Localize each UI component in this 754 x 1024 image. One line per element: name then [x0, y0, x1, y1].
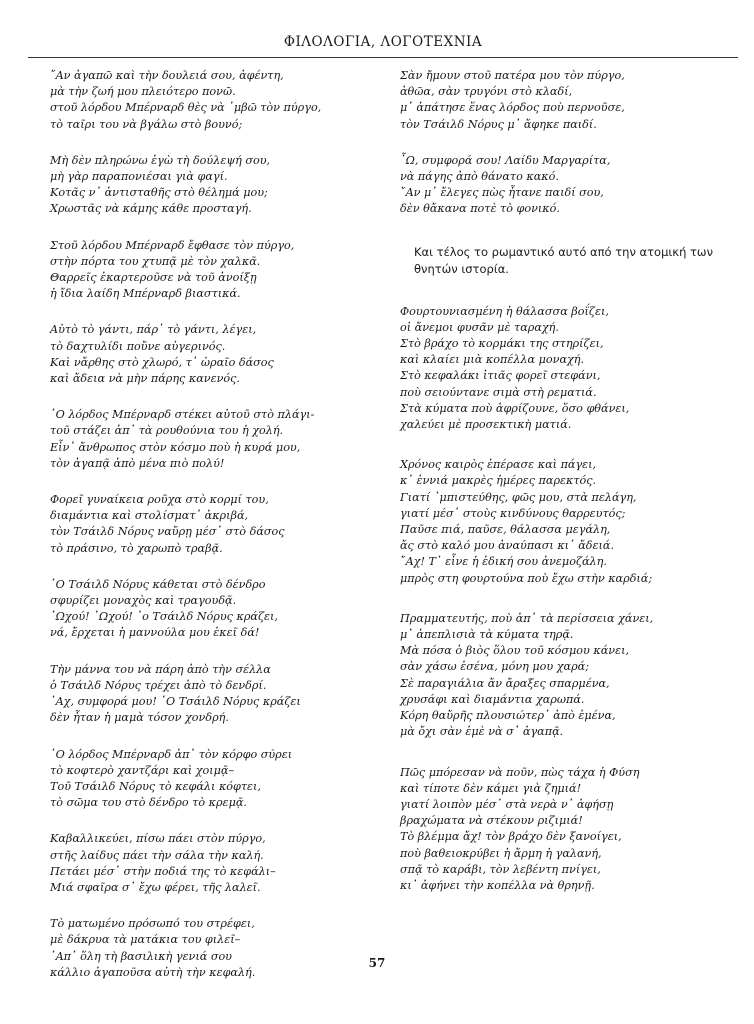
prose-line: θνητών ιστορία. — [414, 261, 509, 276]
header-rule — [28, 57, 738, 58]
verse-line: Κοτᾶς ν᾿ ἀντισταθῆς στὸ θέλημά μου; — [50, 186, 268, 200]
verse-line: στοῦ λόρδου Μπέρναρδ θὲς νὰ ᾿μβῶ τὸν πύργο, — [50, 101, 322, 115]
verse-line: σφυρίζει μοναχὸς καὶ τραγουδᾷ. — [50, 594, 237, 608]
verse-line: μ᾿ ἀπεπλισιὰ τὰ κύματα τηρᾷ. — [400, 628, 574, 642]
verse-line: Μὴ δὲν πληρώνω ἐγὼ τὴ δούλεψή σου, — [50, 153, 271, 167]
poem-stanza — [50, 153, 370, 218]
verse-line: σὰν χάσω ἐσένα, μόνη μου χαρά; — [400, 660, 589, 674]
verse-line: τὸ δαχτυλίδι ποὔνε αὐγερινός. — [50, 339, 226, 353]
left-column — [50, 68, 370, 1001]
poem-stanza — [50, 916, 370, 981]
verse-line: Θαρρεῖς ἐκαρτεροῦσε νὰ τοῦ ἀνοίξῃ — [50, 271, 257, 285]
verse-line: μὰ ὄχι σὰν ἐμὲ νὰ σ᾿ ἀγαπᾷ. — [400, 725, 564, 739]
poem-stanza — [50, 492, 370, 557]
verse-line: Τὸ ματωμένο πρόσωπό του στρέφει, — [50, 917, 255, 931]
prose-line: Και τέλος το ρωμαντικό αυτό από την ατομική των — [414, 244, 713, 259]
verse-line: ῏Ω, συμφορά σου! Λαίδυ Μαργαρίτα, — [400, 153, 611, 167]
verse-line: κάλλιο ἀγαποῦσα αὐτὴ τὴν κεφαλή. — [50, 965, 256, 979]
verse-line: ῎Αν ἀγαπῶ καὶ τὴν δουλειά σου, ἀφέντη, — [50, 69, 284, 82]
verse-line: τὸ πράσινο, τὸ χαρωπὸ τραβᾷ. — [50, 541, 223, 555]
verse-line: Σὰν ἤμουν στοῦ πατέρα μου τὸν πύργο, — [400, 69, 625, 82]
verse-line: Φορεῖ γυναίκεια ροῦχα στὸ κορμί του, — [50, 493, 269, 507]
verse-line: Στοῦ λόρδου Μπέρναρδ ἔφθασε τὸν πύργο, — [50, 238, 295, 252]
verse-line: κ᾿ ἐννιά μακρὲς ἡμέρες παρεκτός. — [400, 474, 597, 488]
poem-stanza — [50, 831, 370, 896]
prose-paragraph — [414, 244, 735, 278]
verse-line: τὸ ταῖρι του νὰ βγάλω στὸ βουνό; — [50, 117, 243, 131]
verse-line: τὸ σῶμα του στὸ δένδρο τὸ κρεμᾷ. — [50, 796, 247, 810]
verse-line: νὰ πάγης ἀπὸ θάνατο κακό. — [400, 170, 559, 184]
verse-line: Παῦσε πιά, παῦσε, θάλασσα μεγάλη, — [400, 523, 611, 537]
verse-line: τὸ κοφτερὸ χαντζάρι καὶ χοιμᾷ– — [50, 763, 235, 777]
verse-line: χρυσάφι καὶ διαμάντια χαρωπά. — [400, 692, 585, 706]
verse-line: ῾Ο λόρδος Μπέρναρδ ἀπ᾿ τὸν κόρφο σύρει — [50, 747, 293, 761]
verse-line: ῎Αχ! Τ᾿ εἶνε ἡ ἐδική σου ἀνεμοζάλη. — [400, 555, 607, 569]
verse-line: τὸν Τσάιλδ Νόρυς μ᾿ ἄφηκε παιδί. — [400, 117, 597, 131]
right-column — [400, 68, 735, 918]
verse-line: καὶ κλαίει μιὰ κοπέλλα μοναχή. — [400, 353, 585, 367]
poem-stanza — [50, 322, 370, 387]
verse-line: ποὺ σειούντανε σιμὰ στὴ ρεματιά. — [400, 385, 597, 399]
verse-line: Αὐτὸ τὸ γάντι, πάρ᾿ τὸ γάντι, λέγει, — [50, 323, 257, 337]
verse-line: Στὰ κύματα ποὺ ἀφρίζουνε, ὅσο φθάνει, — [400, 401, 630, 415]
verse-line: Τοῦ Τσάιλδ Νόρυς τὸ κεφάλι κόφτει, — [50, 779, 261, 793]
verse-line: ἀθῶα, σὰν τρυγόνι στὸ κλαδί, — [400, 85, 573, 99]
verse-line: Χρόνος καιρὸς ἐπέρασε καὶ πάγει, — [400, 458, 597, 472]
running-header: ΦΙΛΟΛΟΓΙΑ, ΛΟΓΟΤΕΧΝΙΑ — [283, 34, 483, 50]
page-number: 57 — [368, 956, 386, 970]
verse-line: ὁ Τσάιλδ Νόρυς τρέχει ἀπὸ τὸ δενδρί. — [50, 678, 267, 692]
verse-line: μ᾿ ἀπάτησε ἕνας λόρδος ποὺ περνοῦσε, — [400, 101, 625, 115]
poem-stanza — [400, 765, 735, 895]
verse-line: γιατί λοιπὸν μέσ᾿ στὰ νερὰ ν᾿ ἀφήσῃ — [400, 797, 614, 811]
verse-line: τοῦ στάζει ἀπ᾿ τὰ ρουθούνια του ἡ χολή. — [50, 424, 284, 438]
poem-stanza — [50, 747, 370, 812]
verse-line: ποὺ βαθειοκρύβει ἡ ἄρμη ἡ γαλανή, — [400, 846, 602, 860]
verse-line: ἄς στὸ καλό μου ἀναύπασι κι᾿ ἄδειά. — [400, 539, 614, 553]
poem-stanza — [50, 407, 370, 472]
poem-stanza — [400, 153, 735, 218]
verse-line: Μιά σφαῖρα σ᾿ ἔχω φέρει, τῆς λαλεῖ. — [50, 880, 261, 894]
verse-line: χαλεύει μὲ προσεκτικὴ ματιά. — [400, 418, 572, 432]
verse-line: οἱ ἄνεμοι φυσᾶν μὲ ταραχή. — [400, 320, 559, 334]
poem-stanza — [50, 238, 370, 303]
poem-stanza — [400, 68, 735, 133]
verse-line: Καὶ νἄρθης στὸ χλωρό, τ᾿ ὡραῖο δάσος — [50, 355, 274, 369]
verse-line: Τὴν μάννα του νὰ πάρη ἀπὸ τὴν σέλλα — [50, 662, 271, 676]
verse-line: μὴ γὰρ παραπονιέσαι γιὰ φαγί. — [50, 170, 228, 184]
verse-line: καὶ ἄδεια νὰ μὴν πάρης κανενός. — [50, 372, 240, 386]
verse-line: τὸν ἀγαπᾷ ἀπὸ μένα πιὸ πολύ! — [50, 456, 225, 470]
verse-line: Πραμματευτής, ποὺ ἀπ᾿ τὰ περίσσεια χάνει, — [400, 611, 654, 625]
poem-stanza — [50, 662, 370, 727]
poem-stanza — [400, 304, 735, 434]
verse-line: Καβαλλικεύει, πίσω πάει στὸν πύργο, — [50, 832, 266, 846]
verse-line: Κόρη θαὔρῆς πλουσιώτερ᾿ ἀπὸ ἐμένα, — [400, 709, 616, 723]
verse-line: ῾Ο Τσάιλδ Νόρυς κάθεται στὸ δένδρο — [50, 577, 266, 591]
verse-line: Στὸ κεφαλάκι ἰτιᾶς φορεῖ στεφάνι, — [400, 369, 601, 383]
verse-line: ᾿Απ᾿ ὅλη τὴ βασιλικὴ γενιά σου — [50, 949, 232, 963]
verse-line: ᾿Αχ, συμφορά μου! ῾Ο Τσάιλδ Νόρυς κράζει — [50, 695, 301, 709]
verse-line: βραχώματα νὰ στέκουν ριζιμιά! — [400, 814, 583, 828]
verse-line: στὴν πόρτα του χτυπᾷ μὲ τὸν χαλκᾶ. — [50, 254, 261, 268]
verse-line: Τὸ βλέμμα ἄχ! τὸν βράχο δὲν ξανοίγει, — [400, 830, 622, 844]
verse-line: ῾Ο λόρδος Μπέρναρδ στέκει αὐτοῦ στὸ πλάγι- — [50, 408, 315, 422]
verse-line: μπρὸς στη φουρτούνα ποὺ ἔχω στὴν καρδιά; — [400, 571, 653, 585]
verse-line: Μὰ πόσα ὁ βιὸς ὅλου τοῦ κόσμου κάνει, — [400, 644, 630, 658]
verse-line: νά, ἔρχεται ἡ μαννούλα μου ἐκεῖ δά! — [50, 626, 260, 640]
verse-line: Σὲ παραγιάλια ἄν ἄραξες σπαρμένα, — [400, 676, 610, 690]
poem-stanza — [50, 577, 370, 642]
verse-line: ἡ ἴδια λαίδη Μπέρναρδ βιαστικά. — [50, 287, 241, 301]
verse-line: τὸν Τσάιλδ Νόρυς ναὔρῃ μέσ᾿ στὸ δάσος — [50, 525, 285, 539]
verse-line: στῆς λαίδυς πάει τὴν σάλα τὴν καλή. — [50, 848, 264, 862]
verse-line: ᾿Ωχού! ᾿Ωχού! ᾿ο Τσάιλδ Νόρυς κράζει, — [50, 610, 278, 624]
poem-stanza — [400, 611, 735, 741]
poem-stanza — [50, 68, 370, 133]
verse-line: διαμάντια καὶ στολίσματ᾿ ἀκριβά, — [50, 509, 249, 523]
verse-line: σπᾷ τὸ καράβι, τὸν λεβέντη πνίγει, — [400, 862, 601, 876]
verse-line: γιατί μέσ᾿ στοὺς κινδύνους θαρρευτός; — [400, 506, 626, 520]
verse-line: Χρωστᾶς νὰ κάμης κάθε προσταγή. — [50, 202, 252, 216]
verse-line: Φουρτουνιασμένη ἡ θάλασσα βοΐζει, — [400, 304, 609, 318]
verse-line: δὲν θἄκανα ποτὲ τὸ φονικό. — [400, 202, 560, 216]
verse-line: Στὸ βράχο τὸ κορμάκι της στηρίζει, — [400, 337, 604, 351]
verse-line: Πῶς μπόρεσαν νὰ ποῦν, πὼς τάχα ἡ Φύση — [400, 765, 640, 779]
verse-line: μὰ τὴν ζωή μου πλειότερο πονῶ. — [50, 85, 236, 99]
verse-line: Γιατί ᾿μπιστεύθης, φῶς μου, στὰ πελάγη, — [400, 490, 637, 504]
verse-line: κι᾿ ἀφήνει τὴν κοπέλλα νὰ θρηνῇ. — [400, 878, 595, 892]
verse-line: Πετάει μέσ᾿ στὴν ποδιά της τὸ κεφάλι– — [50, 864, 276, 878]
verse-line: μὲ δάκρυα τὰ ματάκια του φιλεῖ– — [50, 933, 241, 947]
verse-line: ῎Αν μ᾿ ἔλεγες πὼς ἦτανε παιδί σου, — [400, 186, 604, 200]
verse-line: καὶ τίποτε δὲν κάμει γιὰ ζημιά! — [400, 781, 582, 795]
poem-stanza — [400, 457, 735, 587]
verse-line: Εἶν᾿ ἄνθρωπος στὸν κόσμο ποὺ ἡ κυρά μου, — [50, 440, 301, 454]
verse-line: δὲν ἦταν ἡ μαμὰ τόσον χονδρή. — [50, 711, 229, 725]
